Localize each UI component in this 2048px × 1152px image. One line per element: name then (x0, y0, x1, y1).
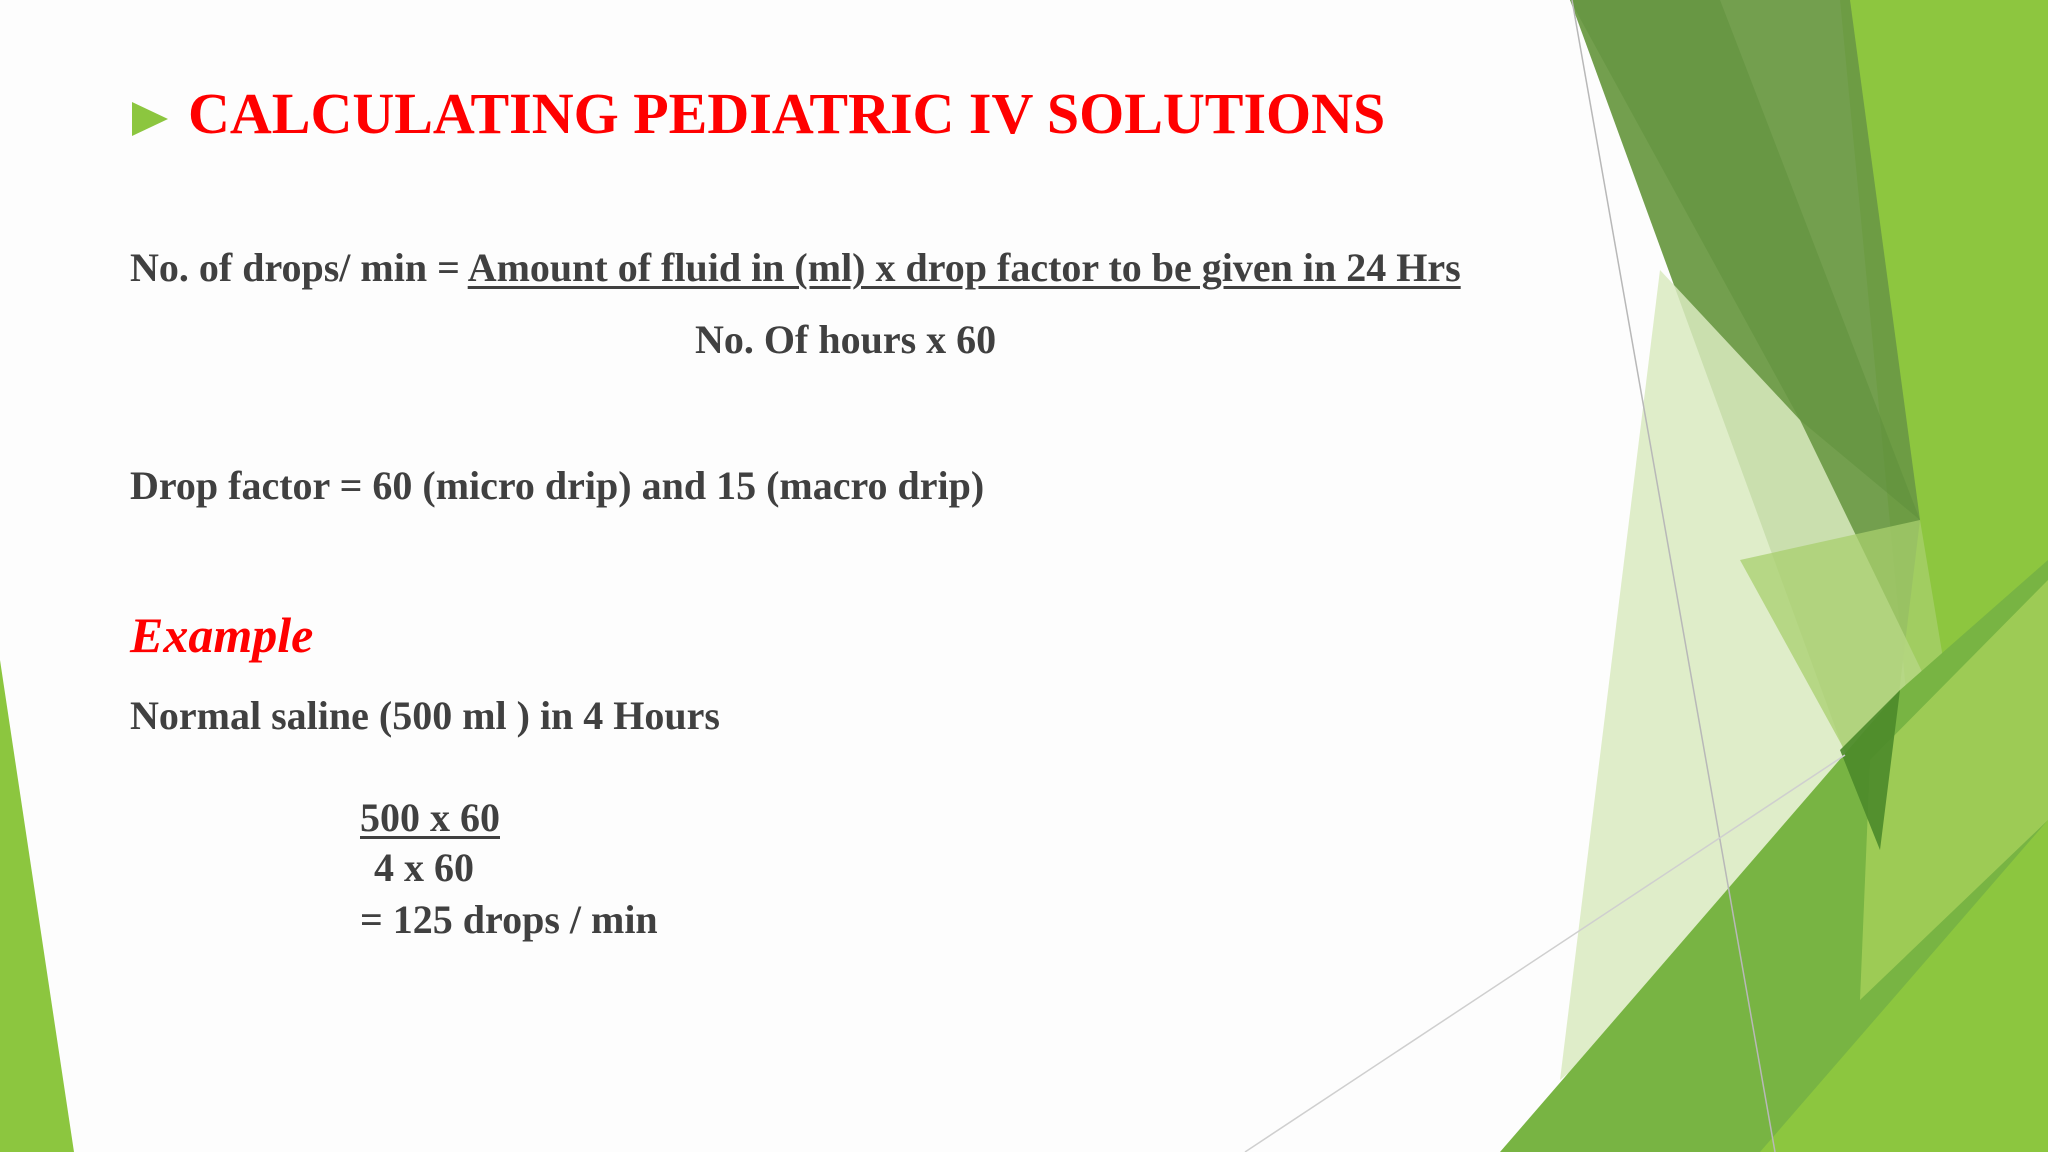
formula-numerator: Amount of fluid in (ml) x drop factor to be given in 24 Hrs (467, 245, 1461, 290)
calc-result: = 125 drops / min (360, 897, 658, 942)
formula-lhs: No. of drops/ min = (130, 245, 468, 290)
green-shape-left (0, 660, 74, 1152)
calc-denominator: 4 x 60 (374, 845, 474, 890)
formula-denominator: No. Of hours x 60 (695, 317, 997, 362)
drop-factor-text: Drop factor = 60 (micro drip) and 15 (macro drip) (130, 463, 985, 508)
calc-numerator: 500 x 60 (360, 795, 500, 840)
example-heading: Example (130, 607, 314, 663)
triangle-bullet-icon (132, 102, 168, 136)
example-text: Normal saline (500 ml ) in 4 Hours (130, 693, 720, 738)
slide-title: CALCULATING PEDIATRIC IV SOLUTIONS (188, 81, 1386, 146)
formula-line (130, 244, 1461, 291)
